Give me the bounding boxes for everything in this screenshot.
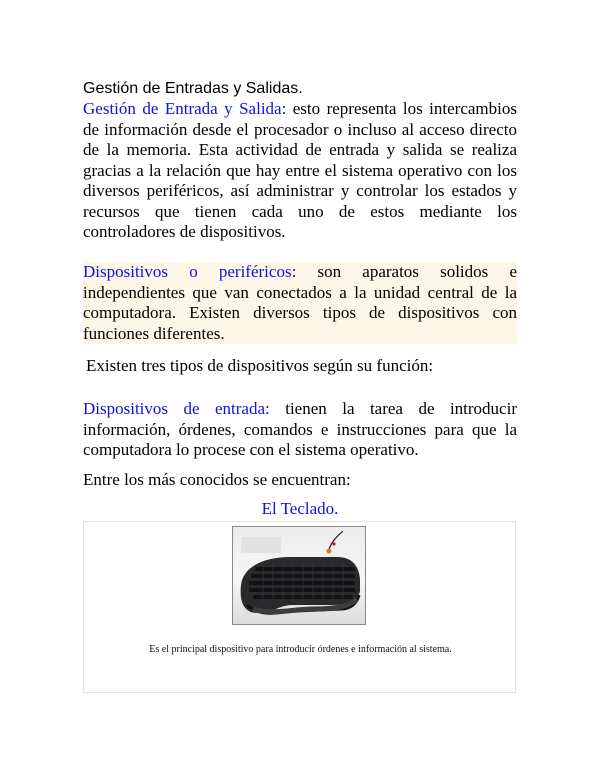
paragraph-peripherals [83,262,517,344]
paragraph-peripherals-text: son aparatos solidos e independientes que van conectados a la unidad central de la computadora. Existen diversos tipos de dispositivos con funciones diferentes. [83,262,518,343]
keyboard-photo [232,526,366,625]
paragraph-input-devices [83,399,517,461]
paragraph-known-devices: Entre los más conocidos se encuentran: [83,470,351,489]
term-io-management: Gestión de Entrada y Salida: [83,99,287,118]
term-input-devices: Dispositivos de entrada: [83,399,270,418]
paragraph-io-management [83,99,517,243]
paragraph-input-devices-text: tienen la tarea de introducir información, órdenes, comandos e instrucciones para que la computadora lo procese con el sistema operativo. [83,399,517,459]
figure-caption: Es el principal dispositivo para introducir órdenes e información al sistema. [149,644,452,655]
document-title: Gestión de Entradas y Salidas. [83,80,303,97]
paragraph-device-types: Existen tres tipos de dispositivos según su función: [86,356,434,375]
figure-box [83,521,516,693]
paragraph-io-management-text: esto representa los intercambios de información desde el procesador o incluso al acceso directo de la memoria. Esta actividad de entrada y salida se realiza gracias a la relación que hay entre el sistema operativo con los diversos periféricos, así administrar y controlar los estados y recursos que tienen cada uno de estos mediante los controladores de dispositivos. [83,99,517,241]
keyboard-icon [233,527,365,624]
term-peripherals: Dispositivos o periféricos: [83,262,297,281]
figure-heading: El Teclado. [261,499,339,518]
